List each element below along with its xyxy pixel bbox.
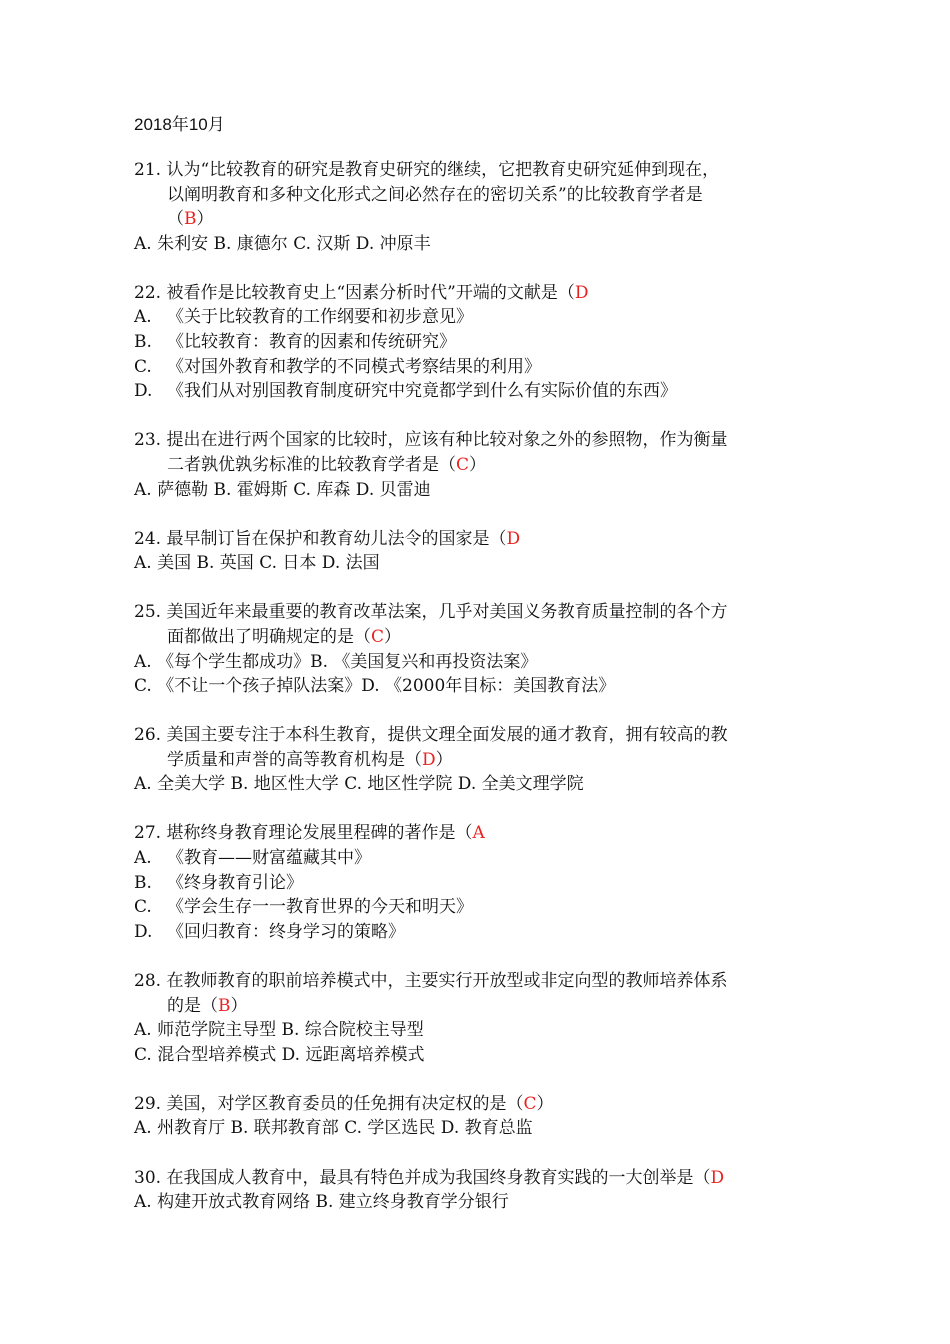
question-text: 27. 堪称终身教育理论发展里程碑的著作是（ [134,823,473,844]
option-line [134,846,814,871]
question-text: 23. 提出在进行两个国家的比较时，应该有种比较对象之外的参照物，作为衡量 [134,430,728,451]
answer-bracket-close: ） [196,209,214,230]
option-line [134,355,814,380]
options-inline: A. 美国 B. 英国 C. 日本 D. 法国 [134,553,380,574]
exam-date: 2018年10月 [134,115,225,134]
question-text: 24. 最早制订旨在保护和教育幼儿法令的国家是（ [134,528,507,549]
question-block [134,428,814,502]
option-line [134,871,814,896]
answer-bracket-close: ） [384,626,402,647]
option-text: 《回归教育：终身学习的策略》 [167,921,405,942]
question-block [134,600,814,698]
option-label: A. [134,307,152,328]
options-inline: A. 全美大学 B. 地区性大学 C. 地区性学院 D. 全美文理学院 [134,774,584,795]
option-line [134,895,814,920]
question-text: 28. 在教师教育的职前培养模式中，主要实行开放型或非定向型的教师培养体系 [134,970,728,991]
answer-letter: D [574,282,589,303]
question-stem [134,158,814,183]
option-label: C. [134,356,152,377]
answer-bracket-close: ） [536,1093,554,1114]
options-inline: C. 混合型培养模式 D. 远距离培养模式 [134,1044,425,1065]
question-block [134,1166,814,1215]
option-label: D. [134,921,153,942]
answer-letter: B [218,995,231,1016]
options-inline: C. 《不让一个孩子掉队法案》D. 《2000年目标：美国教育法》 [134,676,616,697]
question-stem-continued [134,748,814,773]
question-stem [134,723,814,748]
question-text: 30. 在我国成人教育中，最具有特色并成为我国终身教育实践的一大创举是（ [134,1167,711,1188]
option-label: B. [134,872,152,893]
option-line [134,379,814,404]
answer-bracket-close: ） [469,454,487,475]
options-inline: A. 师范学院主导型 B. 综合院校主导型 [134,1020,424,1041]
option-label: C. [134,897,152,918]
option-label: B. [134,332,152,353]
options-inline: A. 朱利安 B. 康德尔 C. 汉斯 D. 冲原丰 [134,233,431,254]
question-block [134,281,814,404]
question-text: 以阐明教育和多种文化形式之间必然存在的密切关系”的比较教育学者是 [167,184,703,205]
question-stem [134,969,814,994]
option-text: 《教育——财富蕴藏其中》 [167,848,371,869]
answer-letter: D [710,1167,725,1188]
option-text: 《对国外教育和教学的不同模式考察结果的利用》 [167,356,541,377]
answer-letter: D [506,528,521,549]
question-text: 的是（ [167,995,218,1016]
option-line [134,330,814,355]
options-inline: A. 构建开放式教育网络 B. 建立终身教育学分银行 [134,1192,509,1213]
option-line [134,305,814,330]
options-inline: A. 《每个学生都成功》B. 《美国复兴和再投资法案》 [134,651,538,672]
answer-letter: C [523,1093,537,1114]
option-text: 《关于比较教育的工作纲要和初步意见》 [167,307,473,328]
question-stem-continued [134,207,814,232]
question-block [134,158,814,256]
question-text: 21. 认为“比较教育的研究是教育史研究的继续，它把教育史研究延伸到现在， [134,160,720,180]
question-text: 学质量和声誉的高等教育机构是（ [167,749,422,770]
answer-letter: A [472,823,485,844]
question-block [134,1092,814,1141]
question-text: （ [167,209,184,230]
question-text: 29. 美国，对学区教育委员的任免拥有决定权的是（ [134,1093,524,1114]
answer-bracket-close: ） [230,995,248,1016]
option-label: D. [134,381,153,402]
option-text: 《终身教育引论》 [167,872,303,893]
question-text: 25. 美国近年来最重要的教育改革法案，几乎对美国义务教育质量控制的各个方 [134,602,728,623]
question-text: 22. 被看作是比较教育史上“因素分析时代”开端的文献是（ [134,282,575,303]
question-list [134,158,814,1239]
answer-letter: D [422,749,436,770]
answer-letter: B [184,209,197,230]
question-stem-continued [134,625,814,650]
question-stem [134,428,814,453]
answer-letter: C [456,454,470,475]
question-stem-continued [134,994,814,1019]
option-text: 《比较教育：教育的因素和传统研究》 [167,332,456,353]
question-block [134,527,814,576]
question-stem [134,281,814,306]
question-stem-continued [134,183,814,208]
question-block [134,969,814,1067]
option-text: 《学会生存一一教育世界的今天和明天》 [167,897,473,918]
answer-letter: C [371,626,385,647]
question-stem-continued [134,453,814,478]
option-line [134,920,814,945]
question-text: 26. 美国主要专注于本科生教育，提供文理全面发展的通才教育，拥有较高的教 [134,725,728,746]
question-stem [134,600,814,625]
question-text: 二者孰优孰劣标准的比较教育学者是（ [167,454,456,475]
question-block [134,821,814,944]
option-label: A. [134,848,152,869]
options-inline: A. 州教育厅 B. 联邦教育部 C. 学区选民 D. 教育总监 [134,1118,533,1139]
question-text: 面都做出了明确规定的是（ [167,626,371,647]
question-stem [134,1166,814,1191]
question-stem [134,821,814,846]
option-text: 《我们从对别国教育制度研究中究竟都学到什么有实际价值的东西》 [167,381,677,402]
question-stem [134,527,814,552]
answer-bracket-close: ） [435,749,453,770]
question-block [134,723,814,797]
options-inline: A. 萨德勒 B. 霍姆斯 C. 库森 D. 贝雷迪 [134,479,431,500]
question-stem [134,1092,814,1117]
